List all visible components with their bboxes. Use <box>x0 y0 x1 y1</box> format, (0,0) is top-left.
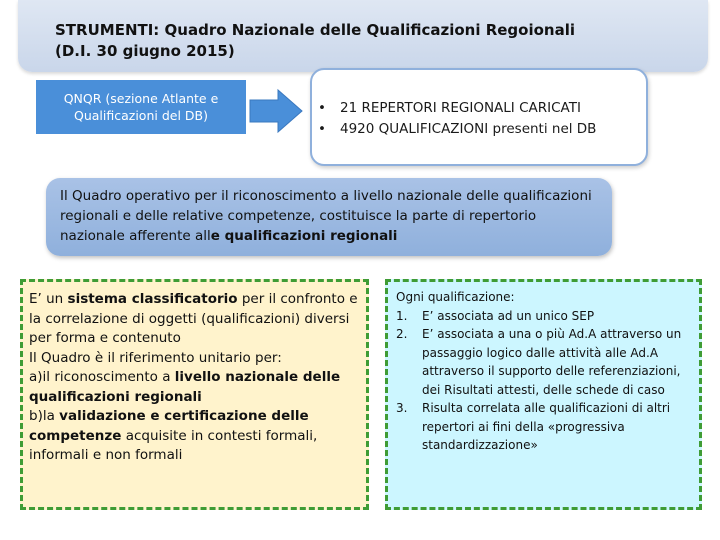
qnqr-label: QNQR (sezione Atlante e Qualificazioni del DB) <box>63 91 219 123</box>
item-number: 2. <box>396 327 408 341</box>
slide-title: STRUMENTI: Quadro Nazionale delle Qualificazioni Regoionali (D.I. 30 giugno 2015) <box>55 21 576 60</box>
text-span: Il Quadro è il riferimento unitario per: <box>29 349 282 366</box>
text-span: acquisite in contesti formali, informali e non formali <box>29 427 318 463</box>
list-item <box>396 307 693 326</box>
list-item <box>396 399 693 455</box>
bold-span: livello nazionale delle qualificazioni regionali <box>29 369 341 405</box>
quadro-box <box>46 178 612 256</box>
bullet-icon: • <box>318 100 326 116</box>
left-paragraph <box>29 349 360 369</box>
qnqr-box <box>36 80 246 134</box>
text-span: a)il riconoscimento a <box>29 369 175 385</box>
left-paragraph <box>29 407 360 466</box>
repertori-item-text: 21 REPERTORI REGIONALI CARICATI <box>340 100 581 116</box>
list-item <box>312 119 596 140</box>
text-span: E’ un <box>29 291 68 307</box>
repertori-item-text: 4920 QUALIFICAZIONI presenti nel DB <box>340 121 597 137</box>
bullet-icon: • <box>318 121 326 137</box>
item-text: E’ associata ad un unico SEP <box>422 308 595 323</box>
left-paragraph <box>29 290 360 349</box>
bold-span: validazione e certificazione delle competenze <box>29 408 309 444</box>
text-span: per il confronto e la correlazione di oggetti (qualificazioni) diversi per forma e contenuto <box>29 291 358 346</box>
list-item <box>396 325 693 399</box>
item-text: E’ associata a una o più Ad.A attraverso un passaggio logico dalle attività alle Ad.A attraverso il supporto delle referenziazioni, dei Risultati attesti, delle schede di caso <box>422 327 682 397</box>
item-number: 1. <box>396 308 408 323</box>
list-item <box>312 98 596 119</box>
right-panel <box>385 279 702 510</box>
bold-span: sistema classificatorio <box>67 291 238 307</box>
item-text: Risulta correlata alle qualificazioni di altri repertori ai fini della «progressiva standardizzazione» <box>422 401 671 452</box>
repertori-box <box>310 68 648 166</box>
right-arrow-icon <box>248 88 304 134</box>
quadro-text: Il Quadro operativo per il riconoscimento a livello nazionale delle qualificazioni regionali e delle relative competenze, costituisce la parte di repertorio nazionale afferente all <box>60 188 592 244</box>
quadro-text-bold: e qualificazioni regionali <box>210 228 398 244</box>
text-span: b)la <box>29 408 60 424</box>
left-panel <box>20 279 369 510</box>
item-number: 3. <box>396 401 408 415</box>
right-panel-heading: Ogni qualificazione: <box>396 290 515 304</box>
repertori-list <box>312 98 596 140</box>
left-paragraph <box>29 368 360 407</box>
